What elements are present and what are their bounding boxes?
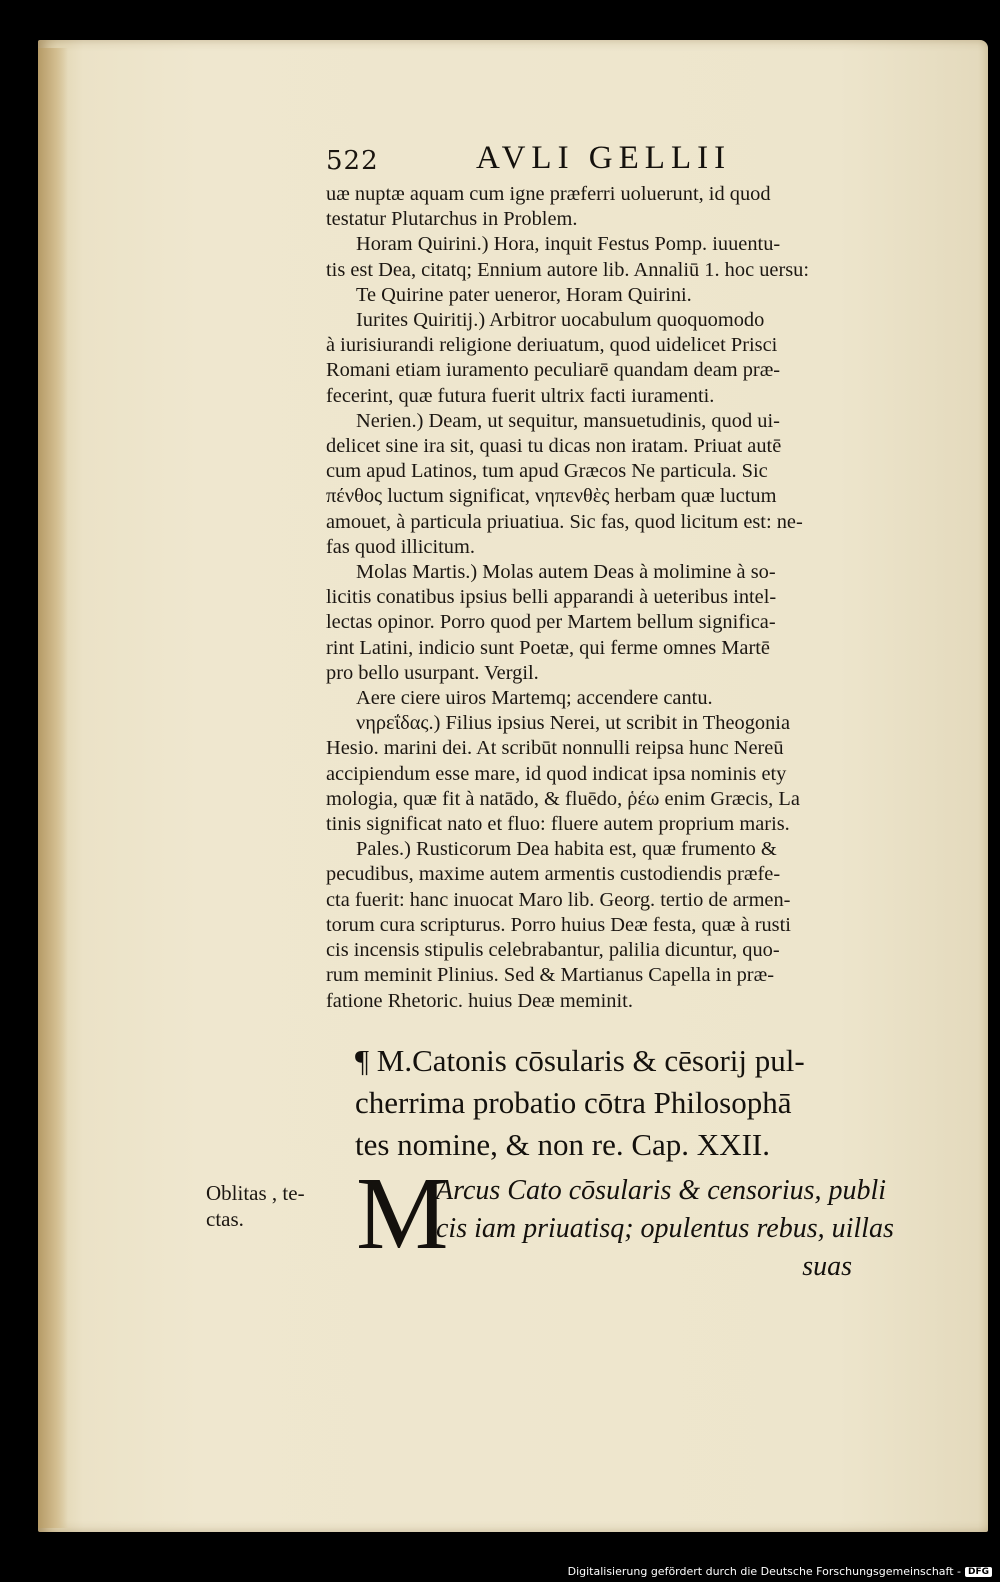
chapter-text-line: suas [802,1251,852,1282]
text-line: fas quod illicitum. [326,535,475,558]
dfg-logo-icon: DFG [965,1567,992,1577]
chapter-text [436,1172,936,1286]
margin-note-line: ctas. [206,1207,244,1231]
text-line: tis est Dea, citatq; Ennium autore lib. Annaliū 1. hoc uersu: [326,258,810,281]
text-line: fecerint, quæ futura fuerit ultrix facti iuramenti. [326,384,715,407]
text-line: tinis significat nato et fluo: fluere autem proprium maris. [326,813,790,836]
text-line: accipiendum esse mare, id quod indicat ipsa nominis ety [326,762,787,785]
heading-line: cherrima probatio cōtra Philosophā [355,1085,792,1120]
page-gutter-edge [38,48,68,1528]
drop-cap-initial: M [356,1156,449,1271]
text-line: torum cura scripturus. Porro huius Deæ festa, quæ à rusti [326,913,791,936]
text-line: Horam Quirini.) Hora, inquit Festus Pomp. iuuentu- [356,233,781,256]
text-line: Romani etiam iuramento peculiarē quandam deam præ- [326,359,781,382]
text-line: rint Latini, indicio sunt Poetæ, qui ferme omnes Martē [326,636,770,659]
text-line: Te Quirine pater ueneror, Horam Quirini. [356,283,692,306]
chapter-text-line: Arcus Cato cōsularis & censorius, publi [436,1175,887,1206]
text-line: Pales.) Rusticorum Dea habita est, quæ frumento & [356,838,777,861]
text-line: Hesio. marini dei. At scribūt nonnulli reipsa hunc Nereū [326,737,784,760]
commentary-text [326,182,906,1014]
chapter-text-line: cis iam priuatisq; opulentus rebus, uillas [436,1213,894,1244]
text-line: lectas opinor. Porro quod per Martem bellum significa- [326,611,776,634]
text-line: delicet sine ira sit, quasi tu dicas non iratam. Priuat autē [326,435,782,458]
heading-line: ¶ M.Catonis cōsularis & cēsorij pul- [355,1043,805,1078]
text-line: mologia, quæ fit à natādo, & fluēdo, ῥέω enim Græcis, La [326,787,800,810]
text-line: Iurites Quiritij.) Arbitror uocabulum quoquomodo [356,309,765,332]
heading-line: tes nomine, & non re. Cap. XXII. [355,1127,770,1162]
page-number: 522 [326,146,379,176]
text-line: rum meminit Plinius. Sed & Martianus Capella in præ- [326,964,774,987]
text-line: pecudibus, maxime autem armentis custodiendis præfe- [326,863,781,886]
running-head: AVLI GELLII [476,140,732,176]
credit-text: Digitalisierung gefördert durch die Deutsche Forschungsgemeinschaft - [567,1565,961,1578]
text-line: à iurisiurandi religione deriuatum, quod uidelicet Prisci [326,334,778,357]
text-line: fatione Rhetoric. huius Deæ meminit. [326,989,633,1012]
text-line: νηρεΐδας.) Filius ipsius Nerei, ut scribit in Theogonia [356,712,790,735]
text-line: Nerien.) Deam, ut sequitur, mansuetudinis, quod ui- [356,409,780,432]
text-line: testatur Plutarchus in Problem. [326,208,578,231]
text-line: cis incensis stipulis celebrabantur, palilia dicuntur, quo- [326,939,780,962]
margin-note-line: Oblitas , te- [206,1181,305,1205]
text-line: Molas Martis.) Molas autem Deas à molimine à so- [356,561,776,584]
text-line: cum apud Latinos, tum apud Græcos Ne particula. Sic [326,460,768,483]
text-line: amouet, à particula priuatiua. Sic fas, quod licitum est: ne- [326,510,803,533]
text-line: πένθος luctum significat, νηπενθὲς herbam quæ luctum [326,485,777,508]
text-line: licitis conatibus ipsius belli apparandi à ueteribus intel- [326,586,777,609]
text-line: uæ nuptæ aquam cum igne præferri uoluerunt, id quod [326,183,771,205]
text-line: Aere ciere uiros Martemq; accendere cantu. [356,687,713,710]
text-line: cta fuerit: hanc inuocat Maro lib. Georg. tertio de armen- [326,888,791,911]
digitization-credit [568,1565,992,1578]
chapter-heading [355,1040,935,1166]
text-line: pro bello usurpant. Vergil. [326,661,539,684]
margin-note [206,1180,316,1232]
page-header [326,140,926,180]
